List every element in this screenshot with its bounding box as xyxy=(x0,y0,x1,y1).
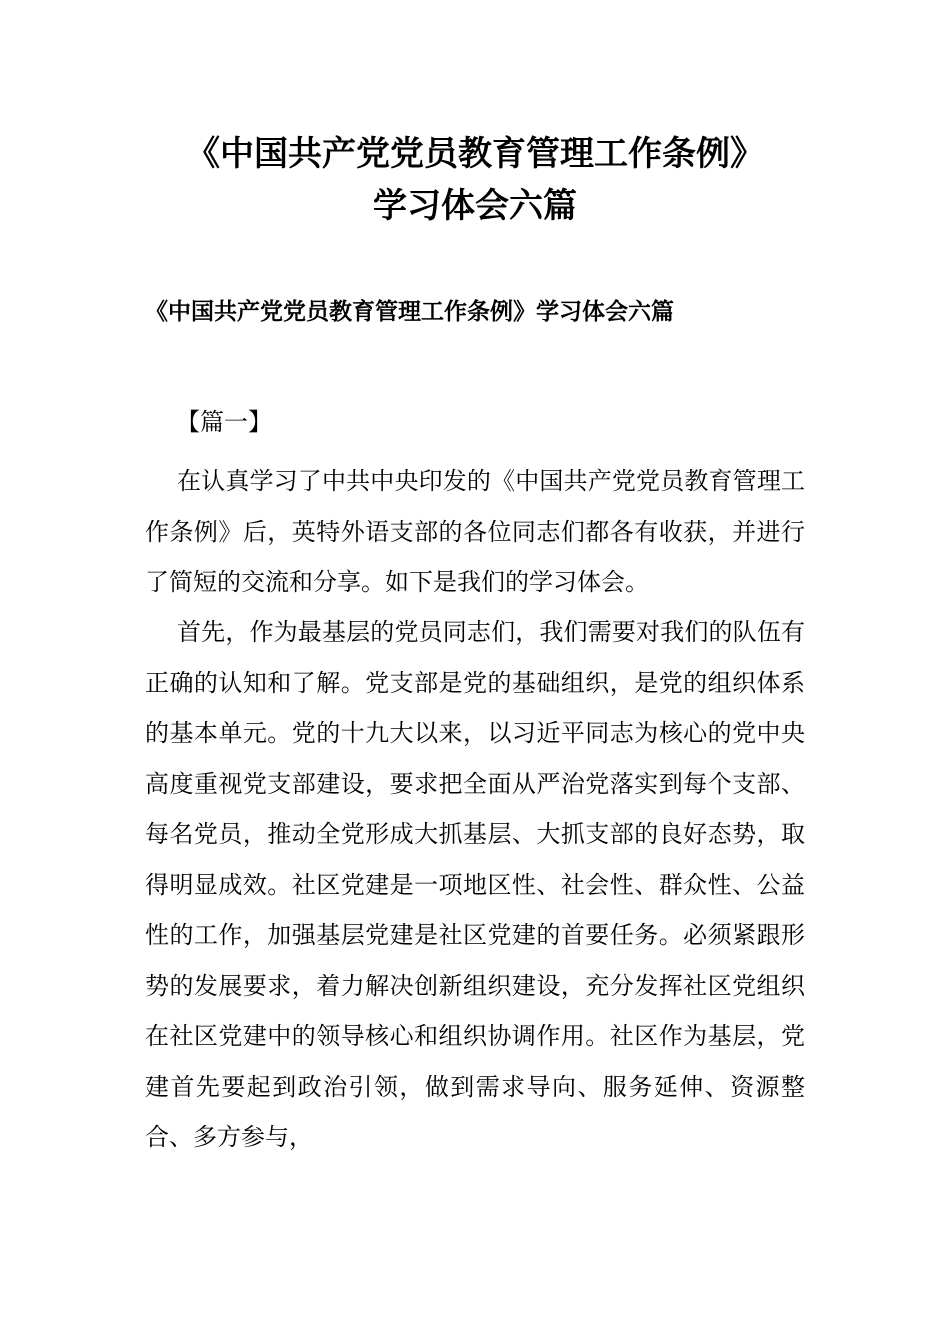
document-title-line-2: 学习体会六篇 xyxy=(373,186,577,226)
paragraph-2: 首先，作为最基层的党员同志们，我们需要对我们的队伍有正确的认知和了解。党支部是党的基础组织，是党的组织体系的基本单元。党的十九大以来，以习近平同志为核心的党中央高度重视党支部建设，要求把全面从严治党落实到每个支部、每名党员，推动全党形成大抓基层、大抓支部的良好态势，取得明显成效。社区党建是一项地区性、社会性、群众性、公益性的工作，加强基层党建是社区党建的首要任务。必须紧跟形势的发展要求，着力解决创新组织建设，充分发挥社区党组织在社区党建中的领导核心和组织协调作用。社区作为基层，党建首先要起到政治引领，做到需求导向、服务延伸、资源整合、多方参与， xyxy=(145,618,805,1151)
paragraph-1: 在认真学习了中共中央印发的《中国共产党党员教育管理工作条例》后，英特外语支部的各位同志们都各有收获，并进行了简短的交流和分享。如下是我们的学习体会。 xyxy=(145,467,805,596)
document-title-line-1: 《中国共产党党员教育管理工作条例》 xyxy=(186,134,764,174)
document-subtitle: 《中国共产党党员教育管理工作条例》学习体会六篇 xyxy=(145,299,674,325)
section-label: 【篇一】 xyxy=(176,408,272,436)
